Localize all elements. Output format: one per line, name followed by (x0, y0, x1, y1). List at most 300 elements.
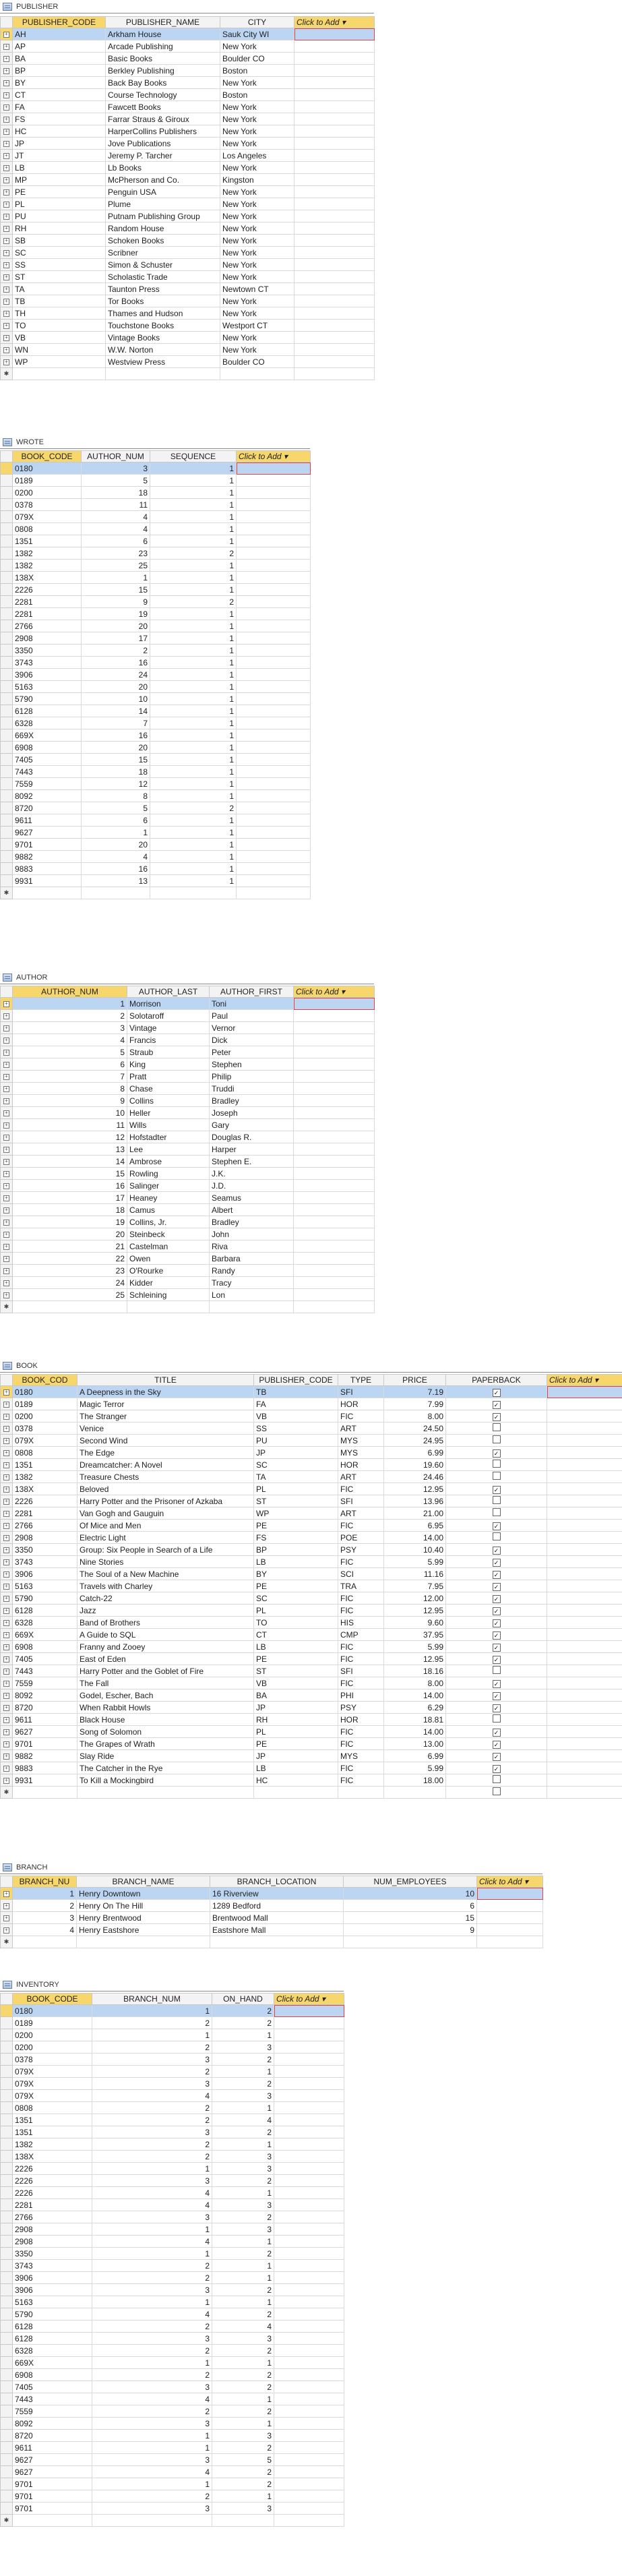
new-record-cell[interactable] (150, 887, 237, 899)
click-to-add-cell[interactable] (547, 1774, 622, 1787)
cell[interactable]: 2 (150, 802, 237, 814)
cell[interactable]: Ambrose (127, 1156, 210, 1168)
cell[interactable]: 1 (92, 2163, 212, 2175)
cell[interactable]: 3 (92, 2503, 212, 2515)
cell[interactable]: 1 (212, 2357, 274, 2369)
expand-subdatasheet-icon[interactable]: + (3, 335, 9, 341)
cell[interactable]: 23 (82, 547, 150, 560)
table-row[interactable] (1, 790, 311, 802)
click-to-add-cell[interactable] (237, 875, 311, 887)
row-selector[interactable] (1, 2405, 13, 2418)
row-selector[interactable] (1, 669, 13, 681)
cell[interactable]: 10 (13, 1107, 127, 1119)
cell[interactable]: TH (13, 307, 106, 320)
expand-subdatasheet-icon[interactable]: + (3, 359, 9, 365)
cell[interactable]: Nine Stories (77, 1556, 254, 1568)
click-to-add-cell[interactable] (547, 1495, 622, 1507)
click-to-add-cell[interactable] (237, 523, 311, 535)
row-selector[interactable] (1, 2066, 13, 2078)
cell[interactable]: LB (254, 1556, 338, 1568)
cell[interactable]: 11 (13, 1119, 127, 1131)
cell[interactable]: 3743 (13, 1556, 77, 1568)
cell[interactable]: ART (338, 1507, 384, 1520)
cell[interactable]: 3906 (13, 2272, 92, 2284)
cell[interactable]: 2281 (13, 596, 82, 608)
cell[interactable]: Henry On The Hill (77, 1900, 210, 1912)
click-to-add-cell[interactable] (294, 295, 375, 307)
row-selector[interactable] (1, 2369, 13, 2381)
cell[interactable] (446, 1714, 547, 1726)
cell[interactable]: Schleining (127, 1289, 210, 1301)
cell[interactable]: A Deepness in the Sky (77, 1386, 254, 1398)
cell[interactable]: New York (220, 271, 294, 283)
cell[interactable]: Band of Brothers (77, 1617, 254, 1629)
table-row[interactable] (1, 669, 311, 681)
cell[interactable]: 1382 (13, 560, 82, 572)
cell[interactable]: 3 (92, 2126, 212, 2138)
row-selector[interactable] (1, 1641, 13, 1653)
table-row[interactable] (1, 65, 375, 77)
cell[interactable]: Arkham House (106, 28, 220, 40)
cell[interactable]: 24 (82, 669, 150, 681)
cell[interactable]: PL (254, 1726, 338, 1738)
cell[interactable]: 7.19 (384, 1386, 446, 1398)
click-to-add-cell[interactable] (237, 863, 311, 875)
row-selector[interactable] (1, 1568, 13, 1580)
cell[interactable]: TA (13, 283, 106, 295)
expand-subdatasheet-icon[interactable]: + (3, 1268, 9, 1274)
expand-subdatasheet-icon[interactable]: + (3, 274, 9, 280)
table-row[interactable] (1, 186, 375, 198)
row-selector[interactable] (1, 1228, 13, 1240)
click-to-add-cell[interactable] (294, 259, 375, 271)
click-to-add-cell[interactable] (547, 1447, 622, 1459)
cell[interactable]: 1 (212, 2260, 274, 2272)
click-to-add-cell[interactable] (547, 1459, 622, 1471)
row-selector[interactable] (1, 1022, 13, 1034)
expand-subdatasheet-icon[interactable]: + (3, 1414, 9, 1420)
expand-subdatasheet-icon[interactable]: + (3, 1110, 9, 1116)
cell[interactable]: Newtown CT (220, 283, 294, 295)
row-selector[interactable] (1, 198, 13, 210)
cell[interactable]: 14 (13, 1156, 127, 1168)
cell[interactable] (446, 1665, 547, 1677)
cell[interactable]: VB (13, 332, 106, 344)
cell[interactable]: 3 (212, 2333, 274, 2345)
cell[interactable]: 3 (92, 2175, 212, 2187)
click-to-add-cell[interactable] (274, 2369, 344, 2381)
cell[interactable]: 138X (13, 572, 82, 584)
table-row[interactable] (1, 2199, 344, 2211)
click-to-add-cell[interactable] (274, 2442, 344, 2454)
expand-subdatasheet-icon[interactable]: + (3, 1669, 9, 1675)
click-to-add-cell[interactable] (294, 1022, 375, 1034)
table-row[interactable] (1, 1459, 622, 1471)
checkbox-unchecked[interactable] (493, 1496, 501, 1504)
expand-subdatasheet-icon[interactable]: + (3, 1207, 9, 1214)
cell[interactable]: 9 (82, 596, 150, 608)
cell[interactable]: 6 (82, 535, 150, 547)
cell[interactable]: PSY (338, 1544, 384, 1556)
row-selector[interactable] (1, 2017, 13, 2029)
column-header[interactable]: BOOK_COD (13, 1375, 77, 1386)
expand-subdatasheet-icon[interactable]: + (3, 1389, 9, 1396)
row-selector[interactable] (1, 1495, 13, 1507)
cell[interactable]: 2226 (13, 1495, 77, 1507)
cell[interactable]: New York (220, 101, 294, 113)
click-to-add-cell[interactable] (294, 307, 375, 320)
cell[interactable]: Electric Light (77, 1532, 254, 1544)
cell[interactable]: 138X (13, 1483, 77, 1495)
cell[interactable]: 6.99 (384, 1447, 446, 1459)
cell[interactable]: 10 (82, 693, 150, 705)
cell[interactable]: 2 (212, 2308, 274, 2320)
click-to-add-cell[interactable] (294, 1180, 375, 1192)
cell[interactable]: 1 (150, 657, 237, 669)
row-selector[interactable] (1, 2466, 13, 2478)
table-row[interactable] (1, 344, 375, 356)
checkbox-checked[interactable]: ✓ (493, 1765, 501, 1773)
cell[interactable] (446, 1750, 547, 1762)
cell[interactable]: To Kill a Mockingbird (77, 1774, 254, 1787)
checkbox-checked[interactable]: ✓ (493, 1607, 501, 1615)
cell[interactable]: SFI (338, 1495, 384, 1507)
cell[interactable]: 7443 (13, 1665, 77, 1677)
table-row[interactable] (1, 235, 375, 247)
cell[interactable]: 2226 (13, 2163, 92, 2175)
cell[interactable]: 5790 (13, 693, 82, 705)
row-selector[interactable] (1, 1544, 13, 1556)
cell[interactable]: 0200 (13, 2041, 92, 2054)
table-row[interactable] (1, 1689, 622, 1702)
row-selector[interactable] (1, 65, 13, 77)
table-row[interactable] (1, 77, 375, 89)
cell[interactable]: 7 (13, 1071, 127, 1083)
cell[interactable]: LB (13, 162, 106, 174)
click-to-add-column-header[interactable]: Click to Add ▾ (274, 1994, 344, 2005)
cell[interactable]: 5790 (13, 1592, 77, 1605)
cell[interactable]: Taunton Press (106, 283, 220, 295)
cell[interactable]: 9931 (13, 1774, 77, 1787)
cell[interactable]: 8720 (13, 802, 82, 814)
row-selector[interactable] (1, 2478, 13, 2490)
expand-subdatasheet-icon[interactable]: + (3, 1891, 9, 1897)
row-selector[interactable] (1, 863, 13, 875)
cell[interactable]: RH (254, 1714, 338, 1726)
click-to-add-cell[interactable] (547, 1544, 622, 1556)
cell[interactable]: Simon & Schuster (106, 259, 220, 271)
cell[interactable] (446, 1568, 547, 1580)
expand-subdatasheet-icon[interactable]: + (3, 165, 9, 171)
cell[interactable]: 1 (212, 2296, 274, 2308)
cell[interactable]: 16 (82, 863, 150, 875)
table-row[interactable] (1, 1095, 375, 1107)
table-row[interactable] (1, 89, 375, 101)
table-row[interactable] (1, 2308, 344, 2320)
cell[interactable]: 16 Riverview (210, 1888, 344, 1900)
expand-subdatasheet-icon[interactable]: + (3, 1159, 9, 1165)
row-selector[interactable] (1, 681, 13, 693)
column-header[interactable]: AUTHOR_NUM (82, 451, 150, 462)
click-to-add-cell[interactable] (274, 2017, 344, 2029)
cell[interactable]: O'Rourke (127, 1265, 210, 1277)
new-record-cell[interactable] (237, 887, 311, 899)
table-row[interactable] (1, 1046, 375, 1058)
row-selector[interactable] (1, 572, 13, 584)
row-selector[interactable] (1, 283, 13, 295)
cell[interactable]: Dick (210, 1034, 294, 1046)
column-header[interactable]: ON_HAND (212, 1994, 274, 2005)
cell[interactable] (446, 1507, 547, 1520)
click-to-add-cell[interactable] (294, 1034, 375, 1046)
cell[interactable]: Collins (127, 1095, 210, 1107)
row-selector[interactable] (1, 475, 13, 487)
cell[interactable]: TRA (338, 1580, 384, 1592)
expand-subdatasheet-icon[interactable]: + (3, 1511, 9, 1517)
cell[interactable]: Slay Ride (77, 1750, 254, 1762)
expand-subdatasheet-icon[interactable]: + (3, 1903, 9, 1909)
cell[interactable]: 0200 (13, 2029, 92, 2041)
column-header[interactable]: NUM_EMPLOYEES (344, 1876, 477, 1888)
cell[interactable]: 2 (92, 2102, 212, 2114)
row-selector[interactable] (1, 802, 13, 814)
cell[interactable]: W.W. Norton (106, 344, 220, 356)
row-selector[interactable] (1, 2005, 13, 2017)
click-to-add-cell[interactable] (294, 1131, 375, 1143)
cell[interactable]: 9 (344, 1924, 477, 1936)
cell[interactable]: 7443 (13, 766, 82, 778)
row-selector[interactable] (1, 2260, 13, 2272)
inventory-tab-header[interactable] (0, 1978, 344, 1991)
cell[interactable]: 19.60 (384, 1459, 446, 1471)
cell[interactable]: 7 (82, 717, 150, 729)
cell[interactable]: VB (254, 1677, 338, 1689)
new-record-cell[interactable] (77, 1787, 254, 1799)
cell[interactable]: 3 (92, 2381, 212, 2393)
cell[interactable]: A Guide to SQL (77, 1629, 254, 1641)
cell[interactable]: 1 (150, 766, 237, 778)
cell[interactable] (446, 1774, 547, 1787)
cell[interactable]: TB (254, 1386, 338, 1398)
row-selector[interactable] (1, 766, 13, 778)
table-row[interactable] (1, 1022, 375, 1034)
cell[interactable]: 7559 (13, 1677, 77, 1689)
cell[interactable]: Magic Terror (77, 1398, 254, 1410)
cell[interactable]: 9611 (13, 814, 82, 827)
row-selector[interactable] (1, 2102, 13, 2114)
expand-subdatasheet-icon[interactable]: + (3, 1487, 9, 1493)
table-row[interactable] (1, 2090, 344, 2102)
click-to-add-cell[interactable] (294, 40, 375, 53)
table-row[interactable] (1, 547, 311, 560)
new-record-cell[interactable] (13, 1301, 127, 1313)
table-row[interactable] (1, 523, 311, 535)
click-to-add-cell[interactable] (477, 1900, 543, 1912)
row-selector[interactable] (1, 875, 13, 887)
click-to-add-cell[interactable] (274, 2418, 344, 2430)
new-record-row[interactable] (1, 887, 311, 899)
cell[interactable]: PL (254, 1605, 338, 1617)
click-to-add-cell[interactable] (274, 2151, 344, 2163)
click-to-add-cell[interactable] (294, 1046, 375, 1058)
cell[interactable]: Jove Publications (106, 138, 220, 150)
click-to-add-cell[interactable] (294, 1095, 375, 1107)
cell[interactable]: 7559 (13, 2405, 92, 2418)
cell[interactable]: FIC (338, 1677, 384, 1689)
cell[interactable]: 12.95 (384, 1483, 446, 1495)
expand-subdatasheet-icon[interactable]: + (3, 1632, 9, 1638)
expand-subdatasheet-icon[interactable]: + (3, 1559, 9, 1565)
select-all-corner[interactable] (1, 1994, 13, 2005)
column-header[interactable]: AUTHOR_FIRST (210, 986, 294, 998)
expand-subdatasheet-icon[interactable]: + (3, 129, 9, 135)
checkbox-checked[interactable]: ✓ (493, 1741, 501, 1749)
cell[interactable]: 5.99 (384, 1641, 446, 1653)
cell[interactable]: 9701 (13, 2490, 92, 2503)
row-selector[interactable] (1, 596, 13, 608)
cell[interactable]: Back Bay Books (106, 77, 220, 89)
new-record-cell[interactable] (82, 887, 150, 899)
expand-subdatasheet-icon[interactable]: + (3, 104, 9, 111)
row-selector[interactable] (1, 620, 13, 632)
expand-subdatasheet-icon[interactable]: + (3, 1171, 9, 1177)
new-record-cell[interactable] (13, 1936, 77, 1948)
expand-subdatasheet-icon[interactable]: + (3, 1098, 9, 1104)
click-to-add-cell[interactable] (294, 1289, 375, 1301)
cell[interactable]: 14.00 (384, 1726, 446, 1738)
cell[interactable]: 5163 (13, 2296, 92, 2308)
row-selector[interactable] (1, 1083, 13, 1095)
cell[interactable]: 2 (212, 2017, 274, 2029)
cell[interactable] (446, 1592, 547, 1605)
click-to-add-cell[interactable] (237, 693, 311, 705)
row-selector[interactable] (1, 1738, 13, 1750)
cell[interactable]: Truddi (210, 1083, 294, 1095)
table-row[interactable] (1, 2175, 344, 2187)
cell[interactable]: 1382 (13, 2138, 92, 2151)
row-selector[interactable] (1, 2223, 13, 2236)
click-to-add-cell[interactable] (547, 1386, 622, 1398)
cell[interactable]: AP (13, 40, 106, 53)
table-row[interactable] (1, 2041, 344, 2054)
table-row[interactable] (1, 487, 311, 499)
checkbox-checked[interactable]: ✓ (493, 1486, 501, 1494)
cell[interactable]: 6328 (13, 2345, 92, 2357)
new-record-cell[interactable] (477, 1936, 543, 1948)
cell[interactable]: 3 (212, 2430, 274, 2442)
table-row[interactable] (1, 754, 311, 766)
click-to-add-cell[interactable] (274, 2138, 344, 2151)
cell[interactable]: Godel, Escher, Bach (77, 1689, 254, 1702)
cell[interactable]: 2281 (13, 1507, 77, 1520)
table-row[interactable] (1, 28, 375, 40)
cell[interactable]: WP (254, 1507, 338, 1520)
cell[interactable]: 2 (92, 2138, 212, 2151)
cell[interactable]: 2766 (13, 620, 82, 632)
cell[interactable]: 3 (92, 2284, 212, 2296)
table-row[interactable] (1, 1216, 375, 1228)
expand-subdatasheet-icon[interactable]: + (3, 1778, 9, 1784)
cell[interactable]: 8.00 (384, 1677, 446, 1689)
cell[interactable] (446, 1726, 547, 1738)
checkbox-checked[interactable]: ✓ (493, 1595, 501, 1603)
column-header[interactable]: BRANCH_LOCATION (210, 1876, 344, 1888)
table-row[interactable] (1, 332, 375, 344)
click-to-add-cell[interactable] (274, 2211, 344, 2223)
row-selector[interactable] (1, 1422, 13, 1435)
cell[interactable]: SCI (338, 1568, 384, 1580)
cell[interactable]: Random House (106, 222, 220, 235)
cell[interactable]: 5 (82, 475, 150, 487)
click-to-add-column-header[interactable]: Click to Add ▾ (294, 986, 375, 998)
cell[interactable]: Penguin USA (106, 186, 220, 198)
cell[interactable]: HOR (338, 1398, 384, 1410)
cell[interactable] (446, 1702, 547, 1714)
click-to-add-column-header[interactable]: Click to Add ▾ (237, 451, 311, 462)
column-header[interactable]: TITLE (77, 1375, 254, 1386)
table-row[interactable] (1, 2102, 344, 2114)
cell[interactable]: 23 (13, 1265, 127, 1277)
row-selector[interactable] (1, 1192, 13, 1204)
cell[interactable]: LB (254, 1641, 338, 1653)
table-row[interactable] (1, 2369, 344, 2381)
cell[interactable]: Joseph (210, 1107, 294, 1119)
row-selector[interactable] (1, 511, 13, 523)
cell[interactable]: 1 (150, 790, 237, 802)
row-selector[interactable] (1, 693, 13, 705)
cell[interactable]: Dreamcatcher: A Novel (77, 1459, 254, 1471)
click-to-add-cell[interactable] (274, 2054, 344, 2066)
cell[interactable]: JT (13, 150, 106, 162)
cell[interactable]: 9627 (13, 1726, 77, 1738)
cell[interactable]: 3 (82, 462, 150, 475)
cell[interactable]: 3 (92, 2454, 212, 2466)
cell[interactable]: Boulder CO (220, 356, 294, 368)
cell[interactable]: 2 (212, 2211, 274, 2223)
cell[interactable]: 2 (212, 2284, 274, 2296)
click-to-add-cell[interactable] (274, 2223, 344, 2236)
cell[interactable]: 2766 (13, 1520, 77, 1532)
new-record-cell[interactable] (92, 2515, 212, 2527)
cell[interactable]: The Soul of a New Machine (77, 1568, 254, 1580)
cell[interactable]: Peter (210, 1046, 294, 1058)
cell[interactable]: HC (254, 1774, 338, 1787)
row-selector[interactable] (1, 1532, 13, 1544)
cell[interactable]: WP (13, 356, 106, 368)
cell[interactable]: 21.00 (384, 1507, 446, 1520)
expand-subdatasheet-icon[interactable]: + (3, 1074, 9, 1080)
cell[interactable]: 8720 (13, 2430, 92, 2442)
row-selector[interactable] (1, 2187, 13, 2199)
row-selector[interactable] (1, 2320, 13, 2333)
cell[interactable]: 2226 (13, 2175, 92, 2187)
table-row[interactable] (1, 1058, 375, 1071)
cell[interactable]: 9882 (13, 851, 82, 863)
new-record-cell[interactable] (210, 1301, 294, 1313)
cell[interactable]: Straub (127, 1046, 210, 1058)
cell[interactable]: 0200 (13, 487, 82, 499)
cell[interactable]: 3 (92, 2054, 212, 2066)
cell[interactable]: Harper (210, 1143, 294, 1156)
cell[interactable]: 17 (82, 632, 150, 645)
checkbox-checked[interactable]: ✓ (493, 1401, 501, 1409)
cell[interactable]: 6.99 (384, 1750, 446, 1762)
new-record-cell[interactable] (446, 1787, 547, 1799)
click-to-add-cell[interactable] (294, 1107, 375, 1119)
click-to-add-cell[interactable] (294, 1204, 375, 1216)
cell[interactable]: 18 (82, 766, 150, 778)
cell[interactable]: 079X (13, 2078, 92, 2090)
